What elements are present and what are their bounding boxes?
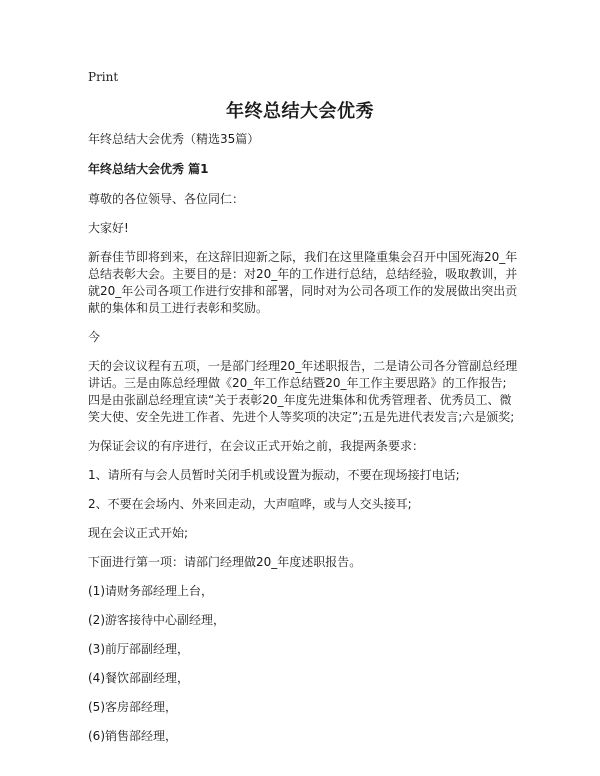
print-label: Print <box>88 70 119 84</box>
agenda-paragraph: 天的会议议程有五项，一是部门经理20_年述职报告，二是请公司各分管副总经理讲话。三是由陈总经理做《20_年工作总结暨20_年工作主要思路》的工作报告;四是由张副总经理宣读“关于表彰20_年度先进集体和优秀管理者、优秀员工、微笑大使、安全先进工作者、先进个人等奖项的决定”;五是先进代表发言;六是颁奖; <box>88 359 518 424</box>
salutation: 尊敬的各位领导、各位同仁： <box>88 192 245 206</box>
speaker-item: (1)请财务部经理上台， <box>88 584 213 598</box>
speaker-item: (6)销售部经理， <box>88 729 177 743</box>
requirements-intro: 为保证会议的有序进行，在会议正式开始之前，我提两条要求： <box>88 439 425 453</box>
document-subtitle: 年终总结大会优秀（精选35篇） <box>88 132 260 146</box>
page-title: 年终总结大会优秀 <box>226 101 374 122</box>
fragment-paragraph: 今 <box>88 330 101 344</box>
section-heading: 年终总结大会优秀 篇1 <box>88 162 209 176</box>
speaker-item: (5)客房部经理， <box>88 700 177 714</box>
greeting: 大家好! <box>88 221 129 235</box>
speaker-item: (3)前厅部副经理， <box>88 642 189 656</box>
speaker-item: (2)游客接待中心副经理， <box>88 613 225 627</box>
speaker-item: (4)餐饮部副经理， <box>88 671 189 685</box>
intro-paragraph: 新春佳节即将到来，在这辞旧迎新之际，我们在这里隆重集会召开中国死海20_年总结表彰大会。主要目的是：对20_年的工作进行总结，总结经验，吸取教训，并就20_年公司各项工作进行安排和部署，同时对为公司各项工作的发展做出突出贡献的集体和员工进行表彰和奖励。 <box>88 250 518 315</box>
meeting-start: 现在会议正式开始; <box>88 526 189 540</box>
document-body <box>88 131 518 757</box>
first-item: 下面进行第一项：请部门经理做20_年度述职报告。 <box>88 555 362 569</box>
requirement-item: 2、不要在会场内、外来回走动，大声喧哗，或与人交头接耳; <box>88 497 412 511</box>
requirement-item: 1、请所有与会人员暂时关闭手机或设置为振动，不要在现场接打电话; <box>88 468 460 482</box>
